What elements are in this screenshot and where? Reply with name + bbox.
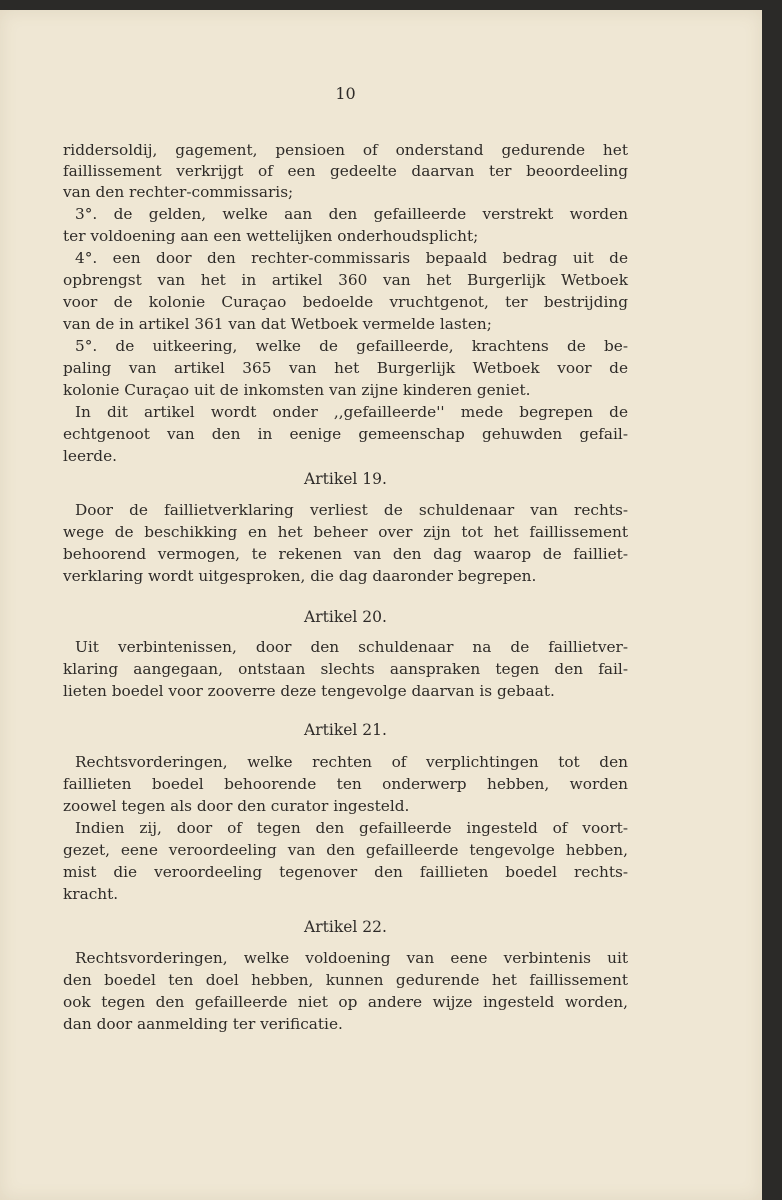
text-line: kracht. [63, 885, 119, 903]
text-line: dan door aanmelding ter verificatie. [63, 1015, 343, 1033]
text-line: ook tegen den gefailleerde niet op andere wijze ingesteld worden, [63, 993, 628, 1011]
text-line: den boedel ten doel hebben, kunnen gedurende het faillissement [63, 971, 628, 989]
text-line: 5°. de uitkeering, welke de gefailleerde, krachtens de be- [75, 337, 628, 355]
text-line: paling van artikel 365 van het Burgerlijk Wetboek voor de [63, 359, 628, 377]
text-line: verklaring wordt uitgesproken, die dag daaronder begrepen. [63, 567, 537, 585]
article-heading: Artikel 19. [304, 470, 387, 488]
document-page [0, 10, 762, 1200]
text-line: faillissement verkrijgt of een gedeelte daarvan ter beoordeeling [63, 162, 628, 180]
text-line: wege de beschikking en het beheer over zijn tot het faillissement [63, 523, 628, 541]
text-line: behoorend vermogen, te rekenen van den dag waarop de failliet- [63, 545, 628, 563]
text-line: gezet, eene veroordeeling van den gefailleerde tengevolge hebben, [63, 841, 628, 859]
text-line: lieten boedel voor zooverre deze tengevolge daarvan is gebaat. [63, 682, 555, 700]
text-line: faillieten boedel behoorende ten onderwerp hebben, worden [63, 775, 628, 793]
text-line: leerde. [63, 447, 118, 465]
text-line: voor de kolonie Curaçao bedoelde vruchtgenot, ter bestrijding [63, 293, 628, 311]
text-line: Rechtsvorderingen, welke voldoening van eene verbintenis uit [75, 949, 628, 967]
page-number: 10 [335, 84, 356, 103]
text-line: van de in artikel 361 van dat Wetboek vermelde lasten; [63, 315, 492, 333]
text-line: 4°. een door den rechter-commissaris bepaald bedrag uit de [75, 249, 628, 267]
text-line: riddersoldij, gagement, pensioen of onderstand gedurende het [63, 141, 628, 159]
text-line: klaring aangegaan, ontstaan slechts aanspraken tegen den fail- [63, 660, 628, 678]
article-heading: Artikel 21. [304, 721, 387, 739]
text-line: Rechtsvorderingen, welke rechten of verplichtingen tot den [75, 753, 628, 771]
text-line: Indien zij, door of tegen den gefailleerde ingesteld of voort- [75, 819, 628, 837]
article-heading: Artikel 20. [304, 608, 387, 626]
text-line: ter voldoening aan een wettelijken onderhoudsplicht; [63, 227, 479, 245]
text-line: Door de faillietverklaring verliest de schuldenaar van rechts- [75, 501, 628, 519]
article-heading: Artikel 22. [304, 918, 387, 936]
text-line: kolonie Curaçao uit de inkomsten van zijne kinderen geniet. [63, 381, 531, 399]
text-line: zoowel tegen als door den curator ingesteld. [63, 797, 410, 815]
text-line: mist die veroordeeling tegenover den faillieten boedel rechts- [63, 863, 628, 881]
text-line: In dit artikel wordt onder ,,gefailleerde'' mede begrepen de [75, 403, 628, 421]
text-line: echtgenoot van den in eenige gemeenschap gehuwden gefail- [63, 425, 628, 443]
text-line: 3°. de gelden, welke aan den gefailleerde verstrekt worden [75, 205, 628, 223]
text-line: Uit verbintenissen, door den schuldenaar na de faillietver- [75, 638, 628, 656]
text-line: van den rechter-commissaris; [63, 183, 294, 201]
text-line: opbrengst van het in artikel 360 van het Burgerlijk Wetboek [63, 271, 628, 289]
